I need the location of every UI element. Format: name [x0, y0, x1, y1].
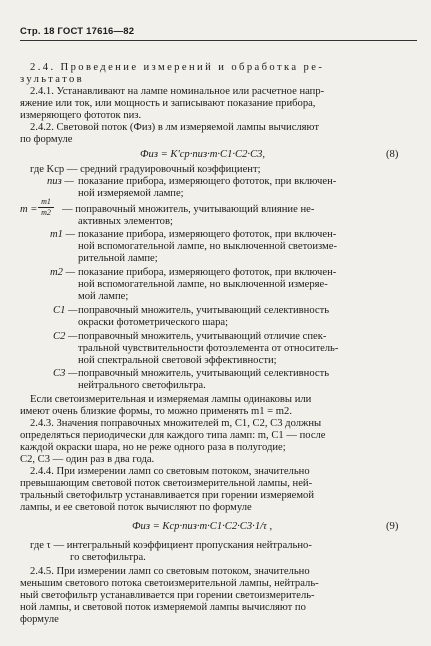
label-m1: m1 — — [50, 229, 76, 240]
m-fraction-denominator: m2 — [41, 208, 51, 217]
page-header: Стр. 18 ГОСТ 17616—82 — [20, 26, 135, 37]
formula-8: Физ = K'ср·nиз·m·C1·C2·C3, — [140, 149, 266, 160]
para-241-line-2: яжение или ток, или мощность и записывают показание прибора, — [20, 98, 316, 109]
header-rule — [20, 40, 417, 41]
para-245-line-4: ной лампы, и световой поток измеряемой лампы вычисляют по — [20, 602, 306, 613]
para-245-line-3: ный светофильтр устанавливается при горении светоизмеритель- — [20, 590, 315, 601]
label-m2: m2 — — [50, 267, 76, 278]
label-m-eq: m = — [20, 204, 38, 215]
para-242-line-2: по формуле — [20, 134, 73, 145]
para-243-line-4: C2, C3 — один раз в два года. — [20, 454, 155, 465]
where-tau-line-1: где τ — интегральный коэффициент пропускания нейтрально- — [30, 540, 312, 551]
def-c3-line-1: поправочный множитель, учитывающий селективность — [78, 368, 330, 379]
para-241-line-3: измеряющего фототок nиз. — [20, 110, 142, 121]
def-m1-line-1: показание прибора, измеряющего фототок, при включен- — [78, 229, 337, 240]
para-243-line-2: определяться периодически для каждого типа ламп: m, C1 — после — [20, 430, 326, 441]
para-241-line-1: 2.4.1. Устанавливают на лампе номинальное или расчетное напр- — [30, 86, 325, 97]
def-c1-line-1: поправочный множитель, учитывающий селективность — [78, 305, 330, 316]
para-244-line-2: превышающим световой поток светоизмерительной лампы, ней- — [20, 478, 313, 489]
def-niz-line-1: показание прибора, измеряющего фототок, при включен- — [78, 176, 337, 187]
formula-9-number: (9) — [386, 521, 399, 532]
label-c1: C1 — — [53, 305, 78, 316]
def-m2-line-2: ной вспомогательной лампе, но выключенной измеряе- — [78, 279, 328, 290]
para-245-line-1: 2.4.5. При измерении ламп со световым потоком, значительно — [30, 566, 310, 577]
para-244-line-1: 2.4.4. При измерении ламп со световым потоком, значительно — [30, 466, 310, 477]
para-243-line-3: каждой окраски шара, но не реже одного раза в полугодие; — [20, 442, 286, 453]
where-kcp: где Kср — средний градуировочный коэффициент; — [30, 164, 261, 175]
section-heading-line-1: 2.4. Проведение измерений и обработка ре- — [30, 62, 325, 73]
def-m-line-2: активных элементов; — [78, 216, 173, 227]
def-m1-line-2: ной вспомогательной лампе, но выключенной светоизме- — [78, 241, 337, 252]
label-niz: nиз — — [47, 176, 74, 187]
formula-9: Физ = Kср·nиз·m·C1·C2·C3·1/τ , — [132, 521, 273, 532]
para-243-line-1: 2.4.3. Значения поправочных множителей m, C1, C2, C3 должны — [30, 418, 322, 429]
m-fraction-numerator: m1 — [41, 197, 51, 206]
formula-8-number: (8) — [386, 149, 399, 160]
def-c2-line-2: тральной чувствительности фотоэлемента от относитель- — [78, 343, 339, 354]
def-c1-line-2: окраски фотометрического шара; — [78, 317, 229, 328]
para-244-line-4: лампы, и ее световой поток вычисляют по формуле — [20, 502, 252, 513]
para-242-line-1: 2.4.2. Световой поток (Физ) в лм измеряемой лампы вычисляют — [30, 122, 319, 133]
para-245-line-2: меньшим светового потока светоизмерительной лампы, нейтраль- — [20, 578, 319, 589]
section-heading-line-2: зультатов — [20, 74, 85, 85]
label-c3: C3 — — [53, 368, 78, 379]
def-c2-line-1: поправочный множитель, учитывающий отличие спек- — [78, 331, 327, 342]
para-244-line-3: тральный светофильтр устанавливается при горении измеряемой — [20, 490, 315, 501]
def-c2-line-3: ной спектральной световой эффективности; — [78, 355, 277, 366]
para-same-lamps-line-2: имеют очень близкие формы, то можно применять m1 = m2. — [20, 406, 292, 417]
para-245-line-5: формуле — [20, 614, 59, 625]
where-tau-line-2: го светофильтра. — [70, 552, 146, 563]
def-m2-line-1: показание прибора, измеряющего фототок, при включен- — [78, 267, 337, 278]
def-m-line-1: — поправочный множитель, учитывающий влияние не- — [62, 204, 315, 215]
def-niz-line-2: ной измеряемой лампе; — [78, 188, 184, 199]
para-same-lamps-line-1: Если светоизмерительная и измеряемая лампы одинаковы или — [30, 394, 312, 405]
label-c2: C2 — — [53, 331, 78, 342]
def-c3-line-2: нейтрального светофильтра. — [78, 380, 206, 391]
def-m2-line-3: мой лампе; — [78, 291, 129, 302]
def-m1-line-3: рительной лампе; — [78, 253, 158, 264]
